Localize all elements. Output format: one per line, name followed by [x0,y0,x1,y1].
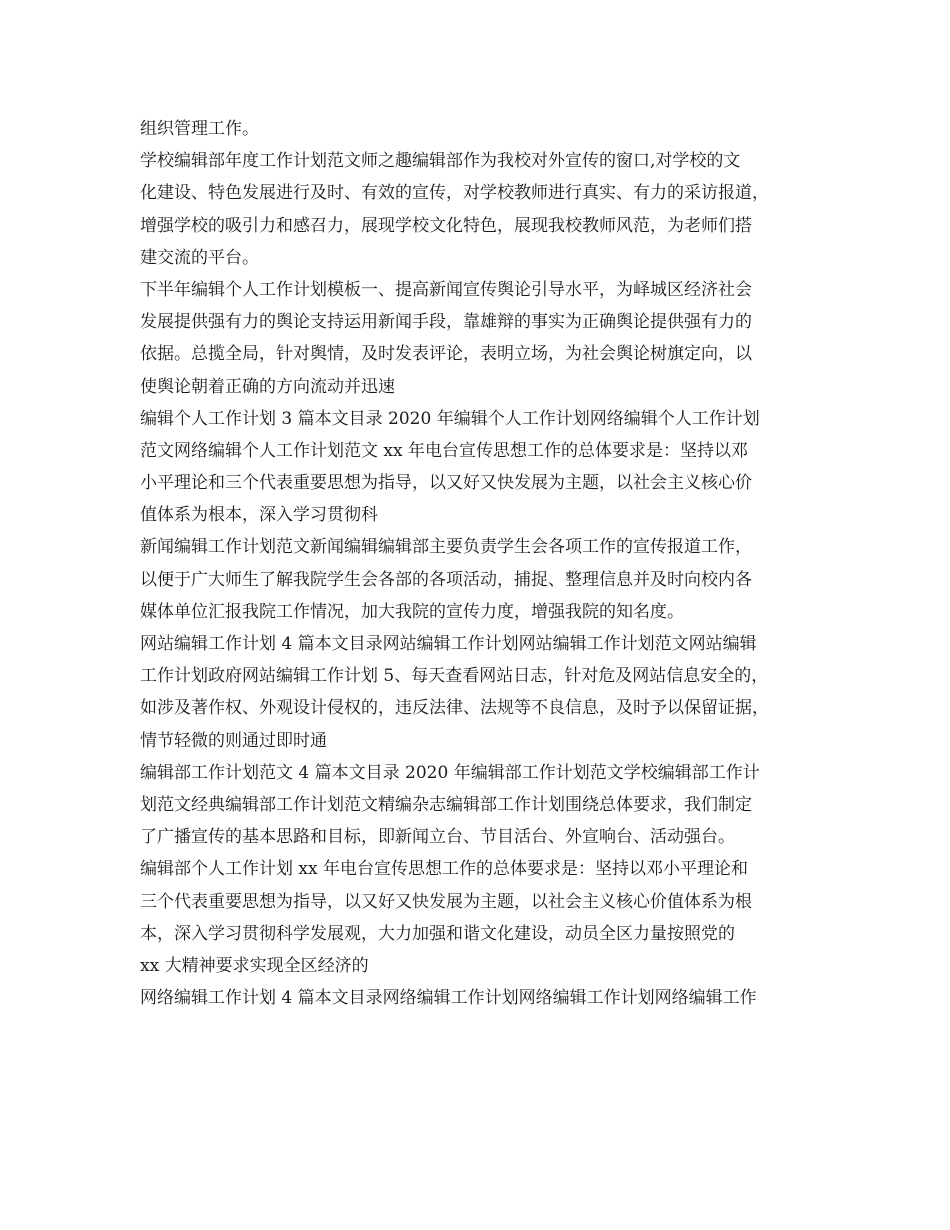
paragraph [140,145,820,274]
text-line: 增强学校的吸引力和感召力，展现学校文化特色，展现我校教师风范，为老师们搭 [140,215,752,236]
text-line: 小平理论和三个代表重要思想为指导，以又好又快发展为主题，以社会主义核心价 [140,473,752,494]
text-line: 建交流的平台。 [140,247,259,268]
text-line: 了广播宣传的基本思路和目标，即新闻立台、节目活台、外宣响台、活动强台。 [140,827,735,848]
paragraph [140,403,820,532]
paragraph [140,113,820,145]
text-line: 网络编辑工作计划 4 篇本文目录网络编辑工作计划网络编辑工作计划网络编辑工作 [140,988,757,1009]
paragraph [140,531,820,628]
text-line: 划范文经典编辑部工作计划范文精编杂志编辑部工作计划围绕总体要求，我们制定 [140,794,752,815]
paragraph [140,274,820,403]
paragraph [140,982,820,1014]
text-line: 化建设、特色发展进行及时、有效的宣传，对学校教师进行真实、有力的采访报道， [140,183,769,204]
text-line: 范文网络编辑个人工作计划范文 xx 年电台宣传思想工作的总体要求是：坚持以邓 [140,440,748,461]
paragraph [140,853,820,982]
text-line: 本，深入学习贯彻科学发展观，大力加强和谐文化建设，动员全区力量按照党的 [140,923,735,944]
text-line: 组织管理工作。 [140,119,259,139]
text-line: 新闻编辑工作计划范文新闻编辑编辑部主要负责学生会各项工作的宣传报道工作， [140,537,752,558]
text-line: 情节轻微的则通过即时通 [140,730,327,751]
text-line: 工作计划政府网站编辑工作计划 5、每天查看网站日志，针对危及网站信息安全的， [140,666,769,687]
text-line: 如涉及著作权、外观设计侵权的，违反法律、法规等不良信息，及时予以保留证据， [140,698,769,719]
text-line: 下半年编辑个人工作计划模板一、提高新闻宣传舆论引导水平，为峄城区经济社会 [140,279,752,300]
text-line: 使舆论朝着正确的方向流动并迅速 [140,376,395,397]
text-line: 编辑部工作计划范文 4 篇本文目录 2020 年编辑部工作计划范文学校编辑部工作计 [140,762,760,783]
text-line: 学校编辑部年度工作计划范文师之趣编辑部作为我校对外宣传的窗口,对学校的文 [140,151,741,172]
text-line: xx 大精神要求实现全区经济的 [140,955,369,976]
document-body [140,113,820,1014]
text-line: 值体系为根本，深入学习贯彻科 [140,505,378,526]
text-line: 以便于广大师生了解我院学生会各部的各项活动，捕捉、整理信息并及时向校内各 [140,569,752,590]
text-line: 编辑部个人工作计划 xx 年电台宣传思想工作的总体要求是：坚持以邓小平理论和 [140,859,748,880]
text-line: 三个代表重要思想为指导，以又好又快发展为主题，以社会主义核心价值体系为根 [140,891,752,912]
text-line: 媒体单位汇报我院工作情况，加大我院的宣传力度，增强我院的知名度。 [140,601,684,622]
text-line: 依据。总揽全局，针对舆情，及时发表评论，表明立场，为社会舆论树旗定向，以 [140,344,752,365]
text-line: 网站编辑工作计划 4 篇本文目录网站编辑工作计划网站编辑工作计划范文网站编辑 [140,634,757,654]
paragraph [140,757,820,854]
text-line: 发展提供强有力的舆论支持运用新闻手段，靠雄辩的事实为正确舆论提供强有力的 [140,312,752,333]
paragraph [140,628,820,757]
text-line: 编辑个人工作计划 3 篇本文目录 2020 年编辑个人工作计划网络编辑个人工作计划 [140,408,760,429]
